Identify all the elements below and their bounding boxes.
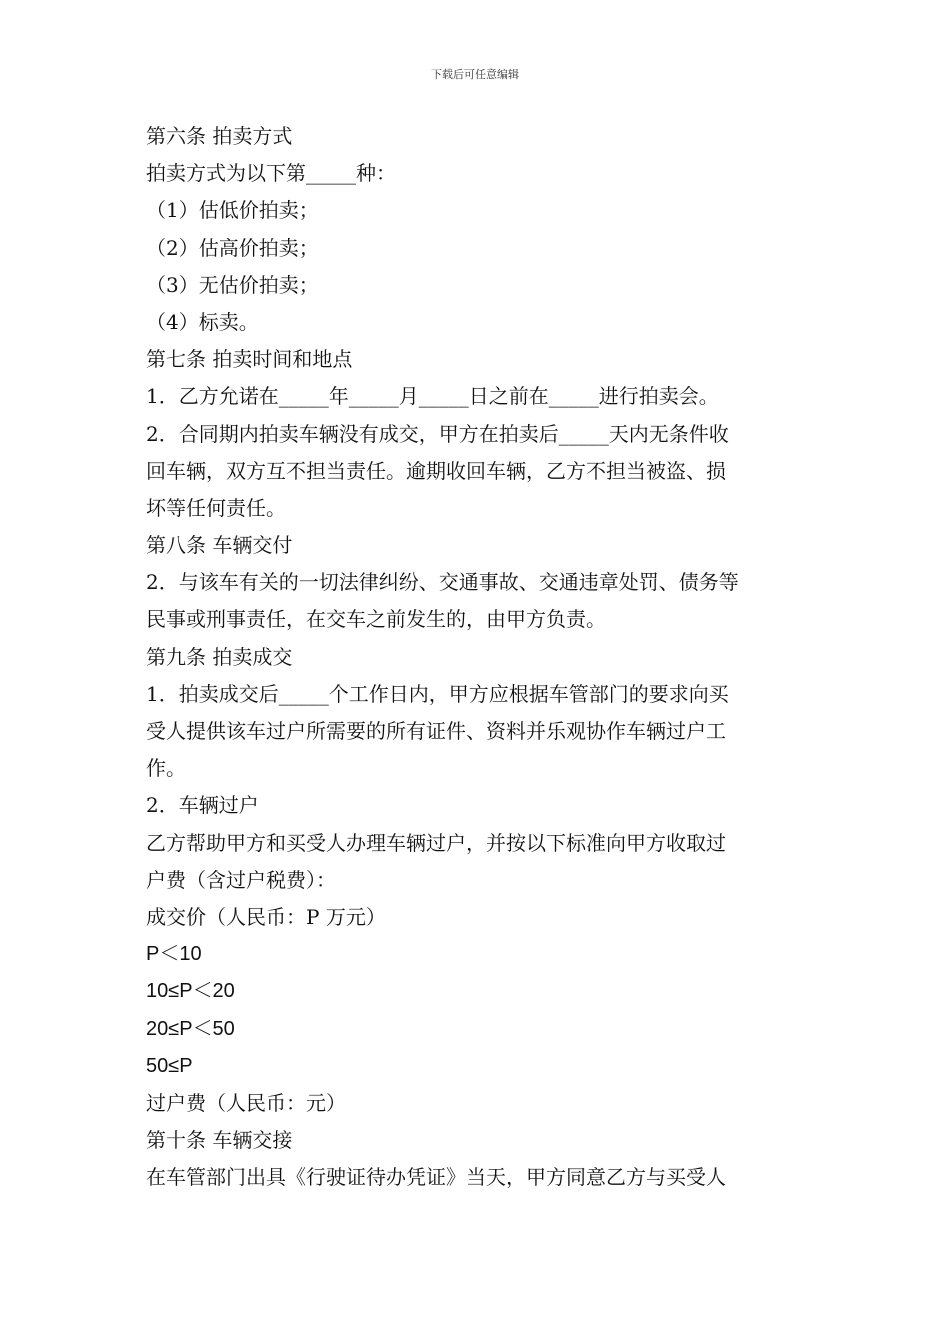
price-column-label: 成交价（人民币：P 万元）	[146, 904, 386, 929]
article-7-clause-2-line-3: 坏等任何责任。	[146, 495, 286, 520]
transfer-text-line-1: 乙方帮助甲方和买受人办理车辆过户，并按以下标准向甲方收取过	[146, 830, 726, 855]
article-10-heading: 第十条 车辆交接	[146, 1128, 293, 1153]
article-6-heading: 第六条 拍卖方式	[146, 124, 293, 148]
article-9-clause-1-line-3: 作。	[146, 756, 186, 781]
auction-method-prompt: 拍卖方式为以下第_____种：	[146, 161, 396, 186]
price-range-2: 10≤P＜20	[146, 980, 235, 1003]
transfer-text-line-2: 户费（含过户税费）：	[146, 867, 336, 892]
article-7-heading: 第七条 拍卖时间和地点	[146, 347, 353, 372]
auction-option-3: （3）无估价拍卖；	[146, 272, 319, 297]
price-range-4: 50≤P	[146, 1054, 193, 1077]
article-10-text-line-1: 在车管部门出具《行驶证待办凭证》当天，甲方同意乙方与买受人	[146, 1165, 726, 1190]
price-range-3: 20≤P＜50	[146, 1017, 235, 1040]
article-9-clause-1-line-1: 1．拍卖成交后_____个工作日内，甲方应根据车管部门的要求向买	[146, 681, 729, 706]
article-9-clause-1-line-2: 受人提供该车过户所需要的所有证件、资料并乐观协作车辆过户工	[146, 719, 726, 743]
auction-option-2: （2）估高价拍卖；	[146, 235, 319, 260]
document-body	[146, 118, 810, 1196]
article-8-heading: 第八条 车辆交付	[146, 533, 293, 558]
article-9-heading: 第九条 拍卖成交	[146, 644, 293, 669]
fee-column-label: 过户费（人民币：元）	[146, 1090, 346, 1115]
article-7-clause-1: 1．乙方允诺在_____年_____月_____日之前在_____进行拍卖会。	[146, 384, 719, 409]
article-8-clause-2-line-2: 民事或刑事责任，在交车之前发生的，由甲方负责。	[146, 607, 606, 632]
page-header-note: 下载后可任意编辑	[431, 68, 519, 81]
article-7-clause-2-line-1: 2．合同期内拍卖车辆没有成交，甲方在拍卖后_____天内无条件收	[146, 421, 729, 446]
auction-option-1: （1）估低价拍卖；	[146, 198, 319, 223]
auction-option-4: （4）标卖。	[146, 309, 259, 334]
article-8-clause-2-line-1: 2．与该车有关的一切法律纠纷、交通事故、交通违章处罚、债务等	[146, 570, 739, 595]
article-7-clause-2-line-2: 回车辆，双方互不担当责任。逾期收回车辆，乙方不担当被盗、损	[146, 458, 726, 483]
price-range-1: P＜10	[146, 943, 202, 966]
article-9-clause-2-title: 2．车辆过户	[146, 793, 259, 818]
